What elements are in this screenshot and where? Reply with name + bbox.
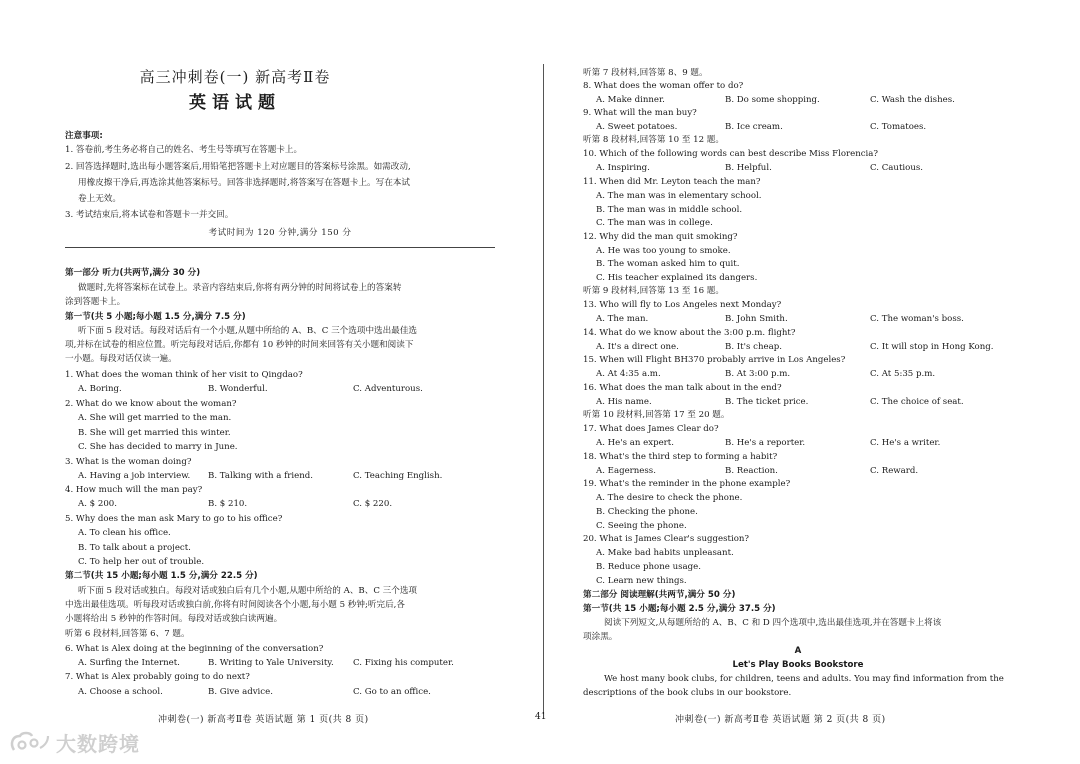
option: A. $ 200. bbox=[78, 499, 118, 509]
question: 5. Why does the man ask Mary to go to his office? bbox=[65, 514, 283, 524]
option: C. It will stop in Hong Kong. bbox=[870, 342, 994, 352]
option: A. He was too young to smoke. bbox=[596, 246, 731, 256]
question: 15. When will Flight BH370 probably arrive in Los Angeles? bbox=[583, 355, 846, 365]
question: 12. Why did the man quit smoking? bbox=[583, 232, 738, 242]
question: 10. Which of the following words can best describe Miss Florencia? bbox=[583, 149, 879, 159]
option: B. Talking with a friend. bbox=[208, 471, 314, 481]
watermark-text: 大数跨境 bbox=[56, 732, 140, 756]
question: 18. What's the third step to forming a habit? bbox=[583, 452, 778, 462]
section3-heading: 第一节(共 15 小题;每小题 2.5 分,满分 37.5 分) bbox=[583, 604, 776, 614]
question: 17. What does James Clear do? bbox=[583, 424, 719, 434]
part1-heading: 第一部分 听力(共两节,满分 30 分) bbox=[65, 268, 201, 278]
notes-heading: 注意事项: bbox=[65, 131, 103, 141]
note-line: 1. 答卷前,考生务必将自己的姓名、考生号等填写在答题卡上。 bbox=[65, 145, 303, 155]
time-score-line: 考试时间为 120 分钟,满分 150 分 bbox=[208, 228, 352, 238]
option: B. She will get married this winter. bbox=[78, 428, 231, 438]
material-label: 听第 9 段材料,回答第 13 至 16 题。 bbox=[583, 286, 724, 296]
option: B. To talk about a project. bbox=[78, 543, 191, 553]
section3-intro: 阅读下列短文,从每题所给的 A、B、C 和 D 四个选项中,选出最佳选项,并在答题卡上将该 bbox=[604, 618, 942, 628]
question: 7. What is Alex probably going to do next? bbox=[65, 672, 250, 682]
option: A. Inspiring. bbox=[596, 163, 650, 173]
option: A. Surfing the Internet. bbox=[78, 658, 180, 668]
note-line: 用橡皮擦干净后,再选涂其他答案标号。回答非选择题时,将答案写在答题卡上。写在本试 bbox=[78, 178, 411, 188]
question: 13. Who will fly to Los Angeles next Monday? bbox=[583, 300, 782, 310]
option: C. To help her out of trouble. bbox=[78, 557, 205, 567]
question: 11. When did Mr. Leyton teach the man? bbox=[583, 177, 761, 187]
section-divider bbox=[65, 247, 495, 248]
option: C. Fixing his computer. bbox=[353, 658, 454, 668]
option: B. It's cheap. bbox=[725, 342, 782, 352]
option: B. $ 210. bbox=[208, 499, 248, 509]
material-label: 听第 7 段材料,回答第 8、9 题。 bbox=[583, 68, 708, 78]
option: B. The man was in middle school. bbox=[596, 205, 743, 215]
option: A. Make dinner. bbox=[596, 95, 665, 105]
question: 14. What do we know about the 3:00 p.m. flight? bbox=[583, 328, 796, 338]
section2-intro: 中选出最佳选项。听每段对话或独白前,你将有时间阅读各个小题,每小题 5 秒钟;听完后,各 bbox=[65, 600, 405, 610]
option: B. He's a reporter. bbox=[725, 438, 806, 448]
option: B. The ticket price. bbox=[725, 397, 809, 407]
question: 8. What does the woman offer to do? bbox=[583, 81, 744, 91]
section2-heading: 第二节(共 15 小题;每小题 1.5 分,满分 22.5 分) bbox=[65, 571, 258, 581]
part2-heading: 第二部分 阅读理解(共两节,满分 50 分) bbox=[583, 590, 736, 600]
option: C. Seeing the phone. bbox=[596, 521, 687, 531]
option: B. Writing to Yale University. bbox=[208, 658, 334, 668]
option: A. Choose a school. bbox=[78, 687, 163, 697]
option: B. At 3:00 p.m. bbox=[725, 369, 791, 379]
option: A. Sweet potatoes. bbox=[596, 122, 678, 132]
option: C. Learn new things. bbox=[596, 576, 687, 586]
exam-subject-title: 英语试题 bbox=[189, 93, 281, 113]
option: C. Tomatoes. bbox=[870, 122, 927, 132]
option: B. Wonderful. bbox=[208, 384, 268, 394]
section1-heading: 第一节(共 5 小题;每小题 1.5 分,满分 7.5 分) bbox=[65, 312, 246, 322]
watermark-logo-icon bbox=[8, 730, 52, 756]
option: A. Boring. bbox=[78, 384, 122, 394]
question: 16. What does the man talk about in the end? bbox=[583, 383, 782, 393]
option: C. Teaching English. bbox=[353, 471, 443, 481]
question: 3. What is the woman doing? bbox=[65, 457, 192, 467]
option: A. At 4:35 a.m. bbox=[596, 369, 661, 379]
question: 19. What's the reminder in the phone example? bbox=[583, 479, 791, 489]
option: B. Reduce phone usage. bbox=[596, 562, 701, 572]
option: A. His name. bbox=[596, 397, 652, 407]
option: C. At 5:35 p.m. bbox=[870, 369, 936, 379]
material-label: 听第 10 段材料,回答第 17 至 20 题。 bbox=[583, 410, 730, 420]
passage-title: Let's Play Books Bookstore bbox=[732, 660, 864, 670]
option: A. It's a direct one. bbox=[596, 342, 679, 352]
question: 9. What will the man buy? bbox=[583, 108, 697, 118]
passage-letter: A bbox=[794, 646, 802, 656]
question: 6. What is Alex doing at the beginning of the conversation? bbox=[65, 644, 324, 654]
option: B. The woman asked him to quit. bbox=[596, 259, 740, 269]
option: A. The man was in elementary school. bbox=[596, 191, 762, 201]
option: A. Make bad habits unpleasant. bbox=[596, 548, 734, 558]
note-line: 2. 回答选择题时,选出每小题答案后,用铅笔把答题卡上对应题目的答案标号涂黑。如需改动, bbox=[65, 162, 411, 172]
option: A. She will get married to the man. bbox=[78, 413, 232, 423]
note-line: 3. 考试结束后,将本试卷和答题卡一并交回。 bbox=[65, 210, 234, 220]
option: B. Reaction. bbox=[725, 466, 778, 476]
option: C. She has decided to marry in June. bbox=[78, 442, 238, 452]
option: C. Wash the dishes. bbox=[870, 95, 955, 105]
watermark bbox=[8, 728, 140, 757]
option: A. Having a job interview. bbox=[78, 471, 191, 481]
option: B. Checking the phone. bbox=[596, 507, 698, 517]
option: C. He's a writer. bbox=[870, 438, 941, 448]
option: C. Reward. bbox=[870, 466, 919, 476]
option: C. The man was in college. bbox=[596, 218, 713, 228]
part1-intro: 做题时,先将答案标在试卷上。录音内容结束后,你将有两分钟的时间将试卷上的答案转 bbox=[78, 283, 402, 293]
option: A. The man. bbox=[596, 314, 649, 324]
section1-intro: 一小题。每段对话仅读一遍。 bbox=[65, 354, 177, 364]
option: C. Go to an office. bbox=[353, 687, 431, 697]
note-line: 卷上无效。 bbox=[78, 194, 121, 204]
section1-intro: 项,并标在试卷的相应位置。听完每段对话后,你都有 10 秒钟的时间来回答有关小题和阅读下 bbox=[65, 340, 414, 350]
question: 1. What does the woman think of her visit to Qingdao? bbox=[65, 370, 303, 380]
option: C. $ 220. bbox=[353, 499, 393, 509]
part1-intro: 涂到答题卡上。 bbox=[65, 297, 126, 307]
option: C. The choice of seat. bbox=[870, 397, 964, 407]
section2-intro: 小题将给出 5 秒钟的作答时间。每段对话或独白读两遍。 bbox=[65, 614, 283, 624]
section1-intro: 听下面 5 段对话。每段对话后有一个小题,从题中所给的 A、B、C 三个选项中选出最佳选 bbox=[78, 326, 418, 336]
section2-intro: 听下面 5 段对话或独白。每段对话或独白后有几个小题,从题中所给的 A、B、C 三个选项 bbox=[78, 586, 418, 596]
option: A. The desire to check the phone. bbox=[596, 493, 743, 503]
option: C. Adventurous. bbox=[353, 384, 423, 394]
option: C. The woman's boss. bbox=[870, 314, 964, 324]
option: A. Eagerness. bbox=[596, 466, 656, 476]
option: B. John Smith. bbox=[725, 314, 788, 324]
page-footer: 冲刺卷(一) 新高考Ⅱ卷 英语试题 第 2 页(共 8 页) bbox=[675, 715, 886, 725]
option: C. His teacher explained its dangers. bbox=[596, 273, 758, 283]
page-number: 41 bbox=[535, 712, 547, 722]
passage-line: We host many book clubs, for children, teens and adults. You may find information from the bbox=[604, 674, 1004, 684]
question: 20. What is James Clear's suggestion? bbox=[583, 534, 750, 544]
option: B. Ice cream. bbox=[725, 122, 783, 132]
option: A. To clean his office. bbox=[78, 528, 171, 538]
right-page bbox=[540, 0, 1080, 764]
page-footer: 冲刺卷(一) 新高考Ⅱ卷 英语试题 第 1 页(共 8 页) bbox=[158, 715, 369, 725]
exam-series-title: 高三冲刺卷(一) 新高考Ⅱ卷 bbox=[139, 68, 331, 86]
section3-intro: 项涂黑。 bbox=[583, 632, 618, 642]
question: 4. How much will the man pay? bbox=[65, 485, 203, 495]
option: B. Give advice. bbox=[208, 687, 273, 697]
material-label: 听第 6 段材料,回答第 6、7 题。 bbox=[65, 629, 190, 639]
option: B. Do some shopping. bbox=[725, 95, 820, 105]
material-label: 听第 8 段材料,回答第 10 至 12 题。 bbox=[583, 135, 724, 145]
question: 2. What do we know about the woman? bbox=[65, 399, 237, 409]
option: B. Helpful. bbox=[725, 163, 772, 173]
passage-line: descriptions of the book clubs in our bookstore. bbox=[583, 688, 792, 698]
option: A. He's an expert. bbox=[596, 438, 674, 448]
option: C. Cautious. bbox=[870, 163, 924, 173]
